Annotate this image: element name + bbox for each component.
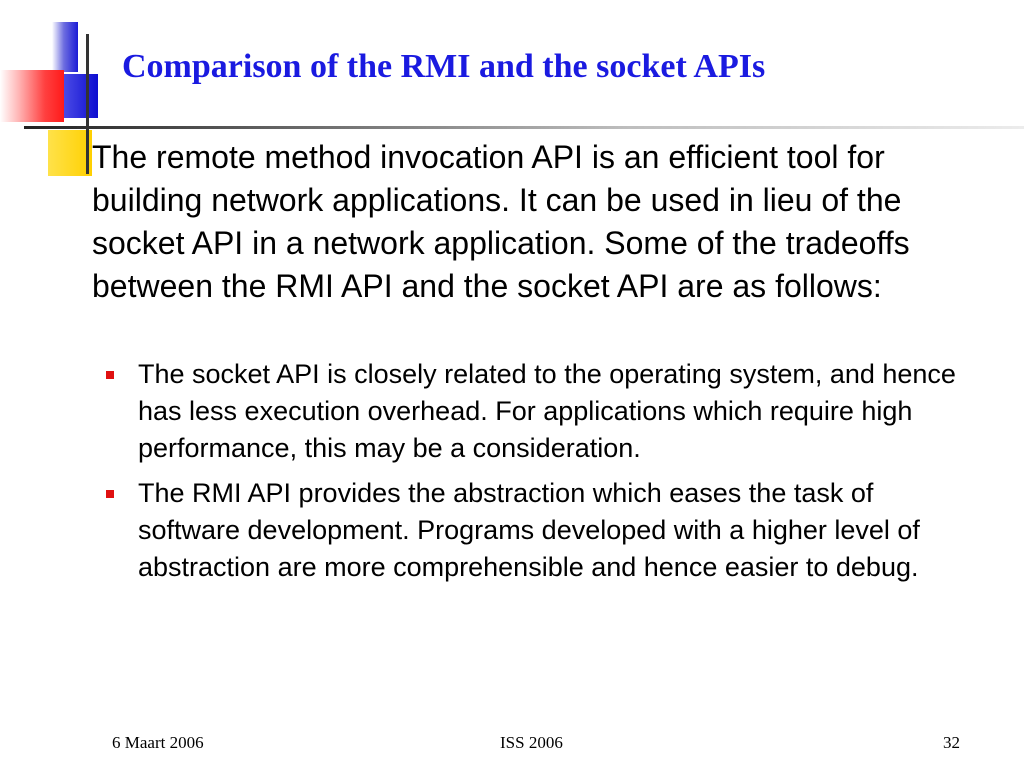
bullet-text: The socket API is closely related to the operating system, and hence has less execution overhead. For applications which require high performance, this may be a consideration. <box>138 359 956 463</box>
footer-date: 6 Maart 2006 <box>112 733 204 752</box>
title-underline <box>24 126 1024 129</box>
bullet-list <box>104 356 974 594</box>
bullet-square-icon <box>106 371 114 379</box>
footer-page-number: 32 <box>943 733 960 752</box>
ornament-vertical-line <box>86 34 89 174</box>
slide-title: Comparison of the RMI and the socket APIs <box>122 48 766 85</box>
bullet-item <box>104 356 974 467</box>
intro-paragraph: The remote method invocation API is an efficient tool for building network applications. It can be used in lieu of the socket API in a network application. Some of the tradeoffs between the RMI API and the socket API are as follows: <box>92 139 910 304</box>
ornament-blue-square <box>64 74 98 118</box>
bullet-text: The RMI API provides the abstraction which eases the task of software development. Programs developed with a higher level of abstraction are more comprehensible and hence easier to debug. <box>138 478 920 582</box>
ornament-red-bar <box>0 70 64 122</box>
footer-event: ISS 2006 <box>500 733 563 752</box>
ornament-blue-bar <box>52 22 78 72</box>
bullet-square-icon <box>106 490 114 498</box>
bullet-item <box>104 475 974 586</box>
